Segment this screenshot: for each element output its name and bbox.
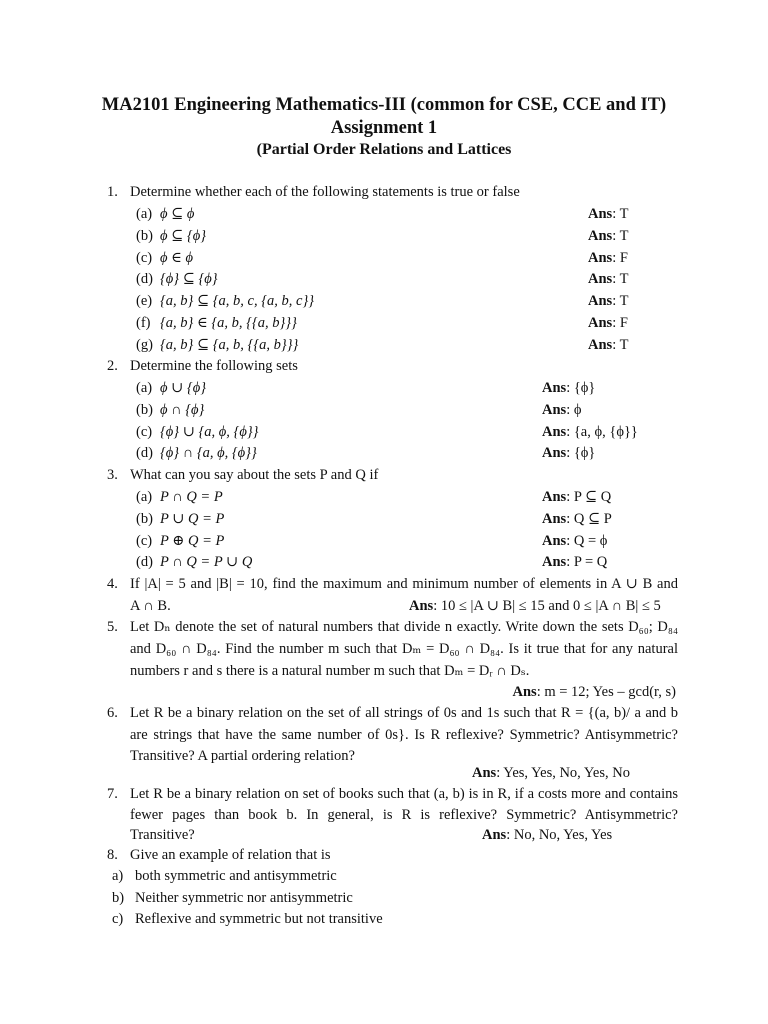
answer-label: Ans — [588, 336, 613, 353]
question-number: 3. — [107, 467, 118, 483]
answer — [542, 553, 607, 571]
question-text: What can you say about the sets P and Q if — [130, 467, 379, 483]
sub-item-label: (b) — [136, 510, 153, 527]
answer-label: Ans — [542, 532, 567, 549]
question-text: Determine whether each of the following statements is true or false — [130, 184, 520, 200]
sub-item-expression: ϕ ∩ {ϕ} — [160, 401, 205, 418]
answer-label: Ans — [542, 489, 567, 505]
answer — [542, 532, 607, 550]
answer-label: Ans — [542, 554, 567, 571]
sub-item-expression: {ϕ} ∪ {a, ϕ, {ϕ}} — [160, 423, 259, 440]
answer-value: : Yes, Yes, No, Yes, No — [496, 765, 630, 781]
question-number: 1. — [107, 184, 118, 200]
sub-item-expression: {a, b} ⊆ {a, b, {{a, b}}} — [160, 336, 299, 353]
sub-item-expression: P ⊕ Q = P — [160, 532, 225, 549]
answer — [588, 270, 628, 288]
sub-item-expression: P ∩ Q = P — [160, 489, 223, 505]
question-number: 6. — [107, 705, 118, 721]
answer-label: Ans — [588, 227, 613, 244]
answer-label: Ans — [482, 827, 507, 843]
sub-item-label: (d) — [136, 445, 153, 462]
answer-value: : F — [612, 249, 628, 266]
sub-item-label: (b) — [136, 401, 153, 418]
answer-value: : T — [612, 336, 629, 353]
answer-value: : T — [612, 293, 629, 310]
answer — [542, 423, 638, 441]
sub-item-text: both symmetric and antisymmetric — [135, 868, 337, 884]
sub-item-expression: {a, b} ∈ {a, b, {{a, b}}} — [160, 315, 297, 331]
answer-value: : T — [612, 227, 629, 244]
answer — [482, 826, 612, 844]
answer-value: : ϕ — [566, 401, 582, 418]
answer-value: : 10 ≤ |A ∪ B| ≤ 15 and 0 ≤ |A ∩ B| ≤ 5 — [433, 598, 661, 614]
sub-item-label: (c) — [136, 249, 153, 266]
sub-item-expression: P ∪ Q = P — [160, 510, 225, 527]
answer — [542, 488, 611, 506]
answer — [588, 336, 628, 354]
sub-item-label: (d) — [136, 554, 153, 571]
question-number: 7. — [107, 786, 118, 802]
question-text: Give an example of relation that is — [130, 847, 331, 863]
question-text: are strings that have the same number of 0s}. Is R reflexive? Symmetric? Antisymmetric? — [130, 727, 678, 743]
answer — [542, 401, 581, 419]
sub-item-expression: ϕ ∈ ϕ — [160, 249, 193, 266]
answer-value: : Q ⊆ P — [566, 510, 612, 527]
answer — [542, 379, 595, 397]
sub-item-text: Neither symmetric nor antisymmetric — [135, 889, 353, 906]
question-text: Let R be a binary relation on the set of all strings of 0s and 1s such that R = {(a, b)/ a and b — [130, 705, 678, 721]
page-subtitle: Assignment 1 — [330, 118, 438, 138]
question-text: Let Dₙ denote the set of natural numbers that divide n exactly. Write down the sets D₆₀; D₈₄ — [130, 619, 678, 635]
answer — [588, 205, 628, 223]
answer-label: Ans — [588, 271, 613, 288]
question-number: 8. — [107, 847, 118, 863]
answer — [472, 764, 630, 782]
question-text: Determine the following sets — [130, 358, 298, 374]
sub-item-label: (b) — [136, 227, 153, 244]
answer-label: Ans — [542, 445, 567, 462]
answer — [588, 249, 628, 267]
question-text: Transitive? A partial ordering relation? — [130, 748, 355, 764]
sub-item-label: (c) — [136, 423, 153, 440]
sub-item-expression: ϕ ⊆ {ϕ} — [160, 227, 207, 244]
sub-item-label: a) — [112, 868, 124, 884]
question-text: A ∩ B. — [130, 598, 171, 614]
sub-item-label: (a) — [136, 206, 153, 222]
answer-value: : {a, ϕ, {ϕ}} — [566, 423, 638, 440]
sub-item-label: (f) — [136, 315, 151, 331]
question-text: If |A| = 5 and |B| = 10, find the maximum and minimum number of elements in A ∪ B and — [130, 576, 678, 592]
answer — [588, 227, 628, 245]
sub-item-expression: {ϕ} ∩ {a, ϕ, {ϕ}} — [160, 445, 257, 462]
answer-value: : Q = ϕ — [566, 532, 608, 549]
sub-item-expression: ϕ ∪ {ϕ} — [160, 380, 207, 396]
answer-value: : T — [612, 206, 629, 222]
sub-item-label: (g) — [136, 336, 153, 353]
answer-label: Ans — [409, 598, 434, 614]
sub-item-expression: ϕ ⊆ ϕ — [160, 206, 195, 222]
answer-label: Ans — [588, 315, 613, 331]
answer-label: Ans — [588, 293, 613, 310]
sub-item-label: (a) — [136, 380, 153, 396]
sub-item-expression: {ϕ} ⊆ {ϕ} — [160, 271, 218, 288]
answer-label: Ans — [542, 423, 567, 440]
answer-label: Ans — [512, 684, 537, 700]
sub-item-label: (d) — [136, 271, 153, 288]
answer-value: : P ⊆ Q — [566, 489, 612, 505]
sub-item-label: (e) — [136, 293, 153, 310]
answer-label: Ans — [472, 765, 497, 781]
page-topic: (Partial Order Relations and Lattices — [256, 141, 512, 158]
page-title: MA2101 Engineering Mathematics-III (common for CSE, CCE and IT) — [101, 95, 667, 115]
sub-item-expression: {a, b} ⊆ {a, b, c, {a, b, c}} — [160, 293, 315, 310]
answer — [542, 510, 612, 528]
answer — [588, 314, 628, 332]
answer-value: : T — [612, 271, 629, 288]
answer-label: Ans — [542, 401, 567, 418]
sub-item-text: Reflexive and symmetric but not transitive — [135, 911, 383, 927]
sub-item-label: (a) — [136, 489, 153, 505]
answer-label: Ans — [588, 206, 613, 222]
question-text: Transitive? — [130, 827, 195, 843]
answer — [588, 292, 628, 310]
question-text: numbers r and s there is a natural number m such that Dₘ = Dᵣ ∩ Dₛ. — [130, 663, 530, 679]
sub-item-label: (c) — [136, 532, 153, 549]
sub-item-label: b) — [112, 889, 125, 906]
question-number: 2. — [107, 358, 118, 374]
answer-value: : F — [612, 315, 628, 331]
answer-label: Ans — [542, 510, 567, 527]
answer-value: : No, No, Yes, Yes — [506, 827, 613, 843]
sub-item-expression: P ∩ Q = P ∪ Q — [160, 554, 253, 571]
answer — [409, 597, 661, 615]
question-number: 4. — [107, 576, 118, 592]
answer-label: Ans — [542, 380, 567, 396]
answer-label: Ans — [588, 249, 613, 266]
question-text: and D₆₀ ∩ D₈₄. Find the number m such that Dₘ = D₆₀ ∩ D₈₄. Is it true that for any natural — [130, 641, 678, 657]
answer-value: : {ϕ} — [566, 445, 596, 462]
question-text: Let R be a binary relation on set of books such that (a, b) is in R, if a costs more and contains — [130, 786, 678, 802]
answer-value: : m = 12; Yes – gcd(r, s) — [536, 684, 676, 700]
answer — [513, 683, 677, 701]
answer — [542, 444, 595, 462]
answer-value: : P = Q — [566, 554, 608, 571]
sub-item-label: c) — [112, 911, 124, 927]
question-number: 5. — [107, 619, 118, 635]
answer-value: : {ϕ} — [566, 380, 596, 396]
question-text: fewer pages than book b. In general, is R is reflexive? Symmetric? Antisymmetric? — [130, 807, 678, 823]
